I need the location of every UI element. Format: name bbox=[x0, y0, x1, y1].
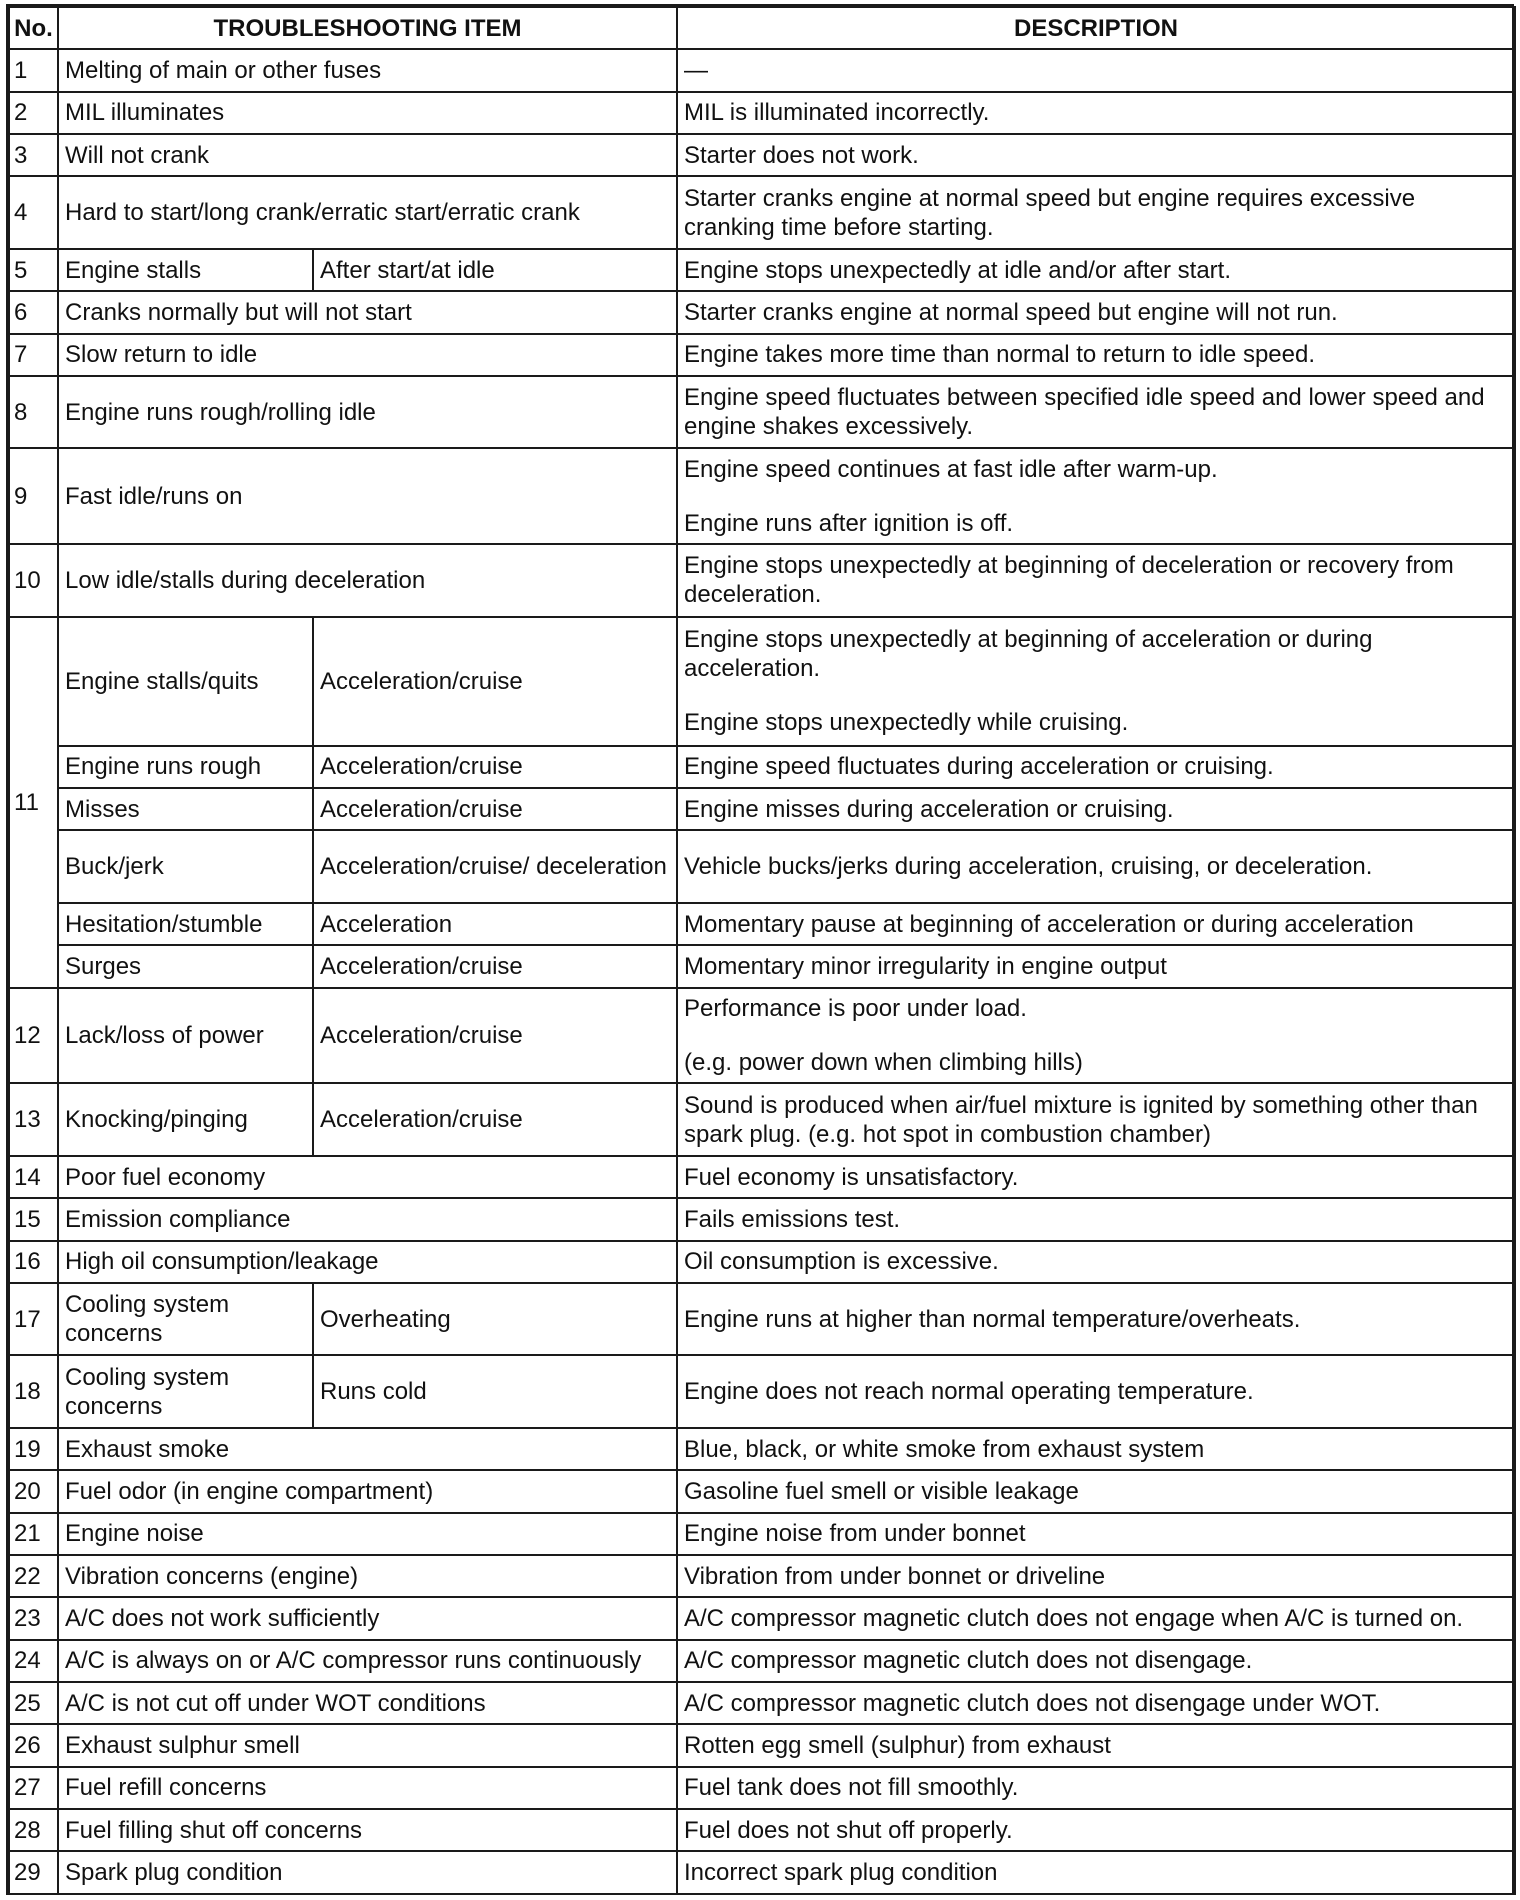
table-row bbox=[9, 92, 1515, 134]
table-row bbox=[9, 746, 1515, 788]
description bbox=[677, 49, 1515, 91]
description bbox=[677, 544, 1515, 617]
row-number: 1 bbox=[9, 49, 58, 91]
table-row bbox=[9, 334, 1515, 376]
troubleshooting-item: Engine noise bbox=[58, 1513, 677, 1555]
header-row bbox=[9, 7, 1515, 49]
description bbox=[677, 448, 1515, 544]
troubleshooting-item: Surges bbox=[58, 945, 313, 987]
troubleshooting-item: Cranks normally but will not start bbox=[58, 291, 677, 333]
description-text: A/C compressor magnetic clutch does not disengage. bbox=[684, 1647, 1253, 1675]
troubleshooting-item: Fuel refill concerns bbox=[58, 1767, 677, 1809]
table-row bbox=[9, 1767, 1515, 1809]
row-number: 24 bbox=[9, 1640, 58, 1682]
troubleshooting-item: MIL illuminates bbox=[58, 92, 677, 134]
description-text: — bbox=[684, 56, 708, 84]
troubleshooting-item: Vibration concerns (engine) bbox=[58, 1555, 677, 1597]
table-row bbox=[9, 1470, 1515, 1512]
item-condition: Acceleration bbox=[313, 903, 677, 945]
troubleshooting-item: Fast idle/runs on bbox=[58, 448, 677, 544]
item-condition: Runs cold bbox=[313, 1355, 677, 1428]
table-row bbox=[9, 1682, 1515, 1724]
description-text: Gasoline fuel smell or visible leakage bbox=[684, 1478, 1079, 1506]
troubleshooting-item: Misses bbox=[58, 788, 313, 830]
description bbox=[677, 1809, 1515, 1851]
troubleshooting-item: Buck/jerk bbox=[58, 830, 313, 903]
troubleshooting-item: Knocking/pinging bbox=[58, 1083, 313, 1156]
row-number: 12 bbox=[9, 988, 58, 1084]
description-text: Momentary pause at beginning of acceleration or during acceleration bbox=[684, 910, 1414, 938]
item-condition: After start/at idle bbox=[313, 249, 677, 291]
troubleshooting-item: Will not crank bbox=[58, 134, 677, 176]
description-text: Engine stops unexpectedly while cruising. bbox=[684, 709, 1129, 737]
troubleshooting-item: Engine stalls bbox=[58, 249, 313, 291]
troubleshooting-item: Engine stalls/quits bbox=[58, 617, 313, 746]
description-text: Oil consumption is excessive. bbox=[684, 1248, 999, 1276]
description-text: Starter cranks engine at normal speed but engine will not run. bbox=[684, 298, 1338, 326]
description-text: A/C compressor magnetic clutch does not disengage under WOT. bbox=[684, 1689, 1381, 1717]
description bbox=[677, 788, 1515, 830]
table-row bbox=[9, 1156, 1515, 1198]
troubleshooting-item: High oil consumption/leakage bbox=[58, 1241, 677, 1283]
troubleshooting-item: Spark plug condition bbox=[58, 1851, 677, 1894]
description-text: Starter does not work. bbox=[684, 141, 919, 169]
description-text: Engine runs after ignition is off. bbox=[684, 509, 1014, 537]
row-number: 10 bbox=[9, 544, 58, 617]
item-condition: Acceleration/cruise bbox=[313, 617, 677, 746]
table-row bbox=[9, 448, 1515, 544]
description bbox=[677, 1283, 1515, 1356]
description-text: Rotten egg smell (sulphur) from exhaust bbox=[684, 1732, 1111, 1759]
description-text: Engine stops unexpectedly at idle and/or after start. bbox=[684, 256, 1231, 284]
description-text: Engine noise from under bonnet bbox=[684, 1520, 1026, 1548]
troubleshooting-item: Cooling system concerns bbox=[58, 1283, 313, 1356]
description-text: A/C compressor magnetic clutch does not engage when A/C is turned on. bbox=[684, 1605, 1464, 1633]
row-number: 14 bbox=[9, 1156, 58, 1198]
troubleshooting-item: Low idle/stalls during deceleration bbox=[58, 544, 677, 617]
description bbox=[677, 249, 1515, 291]
description bbox=[677, 830, 1515, 903]
troubleshooting-item: Melting of main or other fuses bbox=[58, 49, 677, 91]
table-row bbox=[9, 1597, 1515, 1639]
troubleshooting-item: Engine runs rough/rolling idle bbox=[58, 376, 677, 449]
table-row bbox=[9, 788, 1515, 830]
description bbox=[677, 376, 1515, 449]
header-description: DESCRIPTION bbox=[677, 7, 1515, 49]
row-number: 26 bbox=[9, 1724, 58, 1766]
row-number: 17 bbox=[9, 1283, 58, 1356]
description bbox=[677, 176, 1515, 249]
table-row bbox=[9, 988, 1515, 1084]
description bbox=[677, 134, 1515, 176]
description bbox=[677, 1156, 1515, 1198]
description bbox=[677, 988, 1515, 1084]
item-condition: Acceleration/cruise bbox=[313, 988, 677, 1084]
table-row bbox=[9, 544, 1515, 617]
description bbox=[677, 1083, 1515, 1156]
description-text: Incorrect spark plug condition bbox=[684, 1859, 998, 1887]
table-row bbox=[9, 1355, 1515, 1428]
description-text: MIL is illuminated incorrectly. bbox=[684, 99, 990, 127]
description bbox=[677, 291, 1515, 333]
item-condition: Acceleration/cruise bbox=[313, 788, 677, 830]
row-number: 29 bbox=[9, 1851, 58, 1894]
row-number: 6 bbox=[9, 291, 58, 333]
troubleshooting-item: Exhaust smoke bbox=[58, 1428, 677, 1470]
troubleshooting-item: Fuel filling shut off concerns bbox=[58, 1809, 677, 1851]
troubleshooting-item: Poor fuel economy bbox=[58, 1156, 677, 1198]
troubleshooting-item: Hesitation/stumble bbox=[58, 903, 313, 945]
description bbox=[677, 746, 1515, 788]
description bbox=[677, 1851, 1515, 1894]
item-condition: Acceleration/cruise bbox=[313, 945, 677, 987]
row-number: 5 bbox=[9, 249, 58, 291]
description-text: Fuel economy is unsatisfactory. bbox=[684, 1163, 1019, 1191]
troubleshooting-item: Exhaust sulphur smell bbox=[58, 1724, 677, 1766]
description-text: Fuel tank does not fill smoothly. bbox=[684, 1774, 1019, 1802]
table-row bbox=[9, 617, 1515, 746]
header-troubleshooting-item: TROUBLESHOOTING ITEM bbox=[58, 7, 677, 49]
description-text: Momentary minor irregularity in engine output bbox=[684, 952, 1167, 980]
row-number: 13 bbox=[9, 1083, 58, 1156]
description-text: Engine stops unexpectedly at beginning of deceleration or recovery from deceleration. bbox=[684, 552, 1454, 609]
row-number: 2 bbox=[9, 92, 58, 134]
description-text: Blue, black, or white smoke from exhaust system bbox=[684, 1435, 1205, 1463]
table-row bbox=[9, 249, 1515, 291]
troubleshooting-item: A/C is always on or A/C compressor runs continuously bbox=[58, 1640, 677, 1682]
row-number: 9 bbox=[9, 448, 58, 544]
row-number: 21 bbox=[9, 1513, 58, 1555]
troubleshooting-item: Hard to start/long crank/erratic start/erratic crank bbox=[58, 176, 677, 249]
row-number: 11 bbox=[9, 617, 58, 988]
troubleshooting-item: A/C is not cut off under WOT conditions bbox=[58, 1682, 677, 1724]
description bbox=[677, 1597, 1515, 1639]
description bbox=[677, 1355, 1515, 1428]
description bbox=[677, 1513, 1515, 1555]
table-row bbox=[9, 291, 1515, 333]
table-row bbox=[9, 1513, 1515, 1555]
troubleshooting-item: Cooling system concerns bbox=[58, 1355, 313, 1428]
row-number: 18 bbox=[9, 1355, 58, 1428]
description bbox=[677, 945, 1515, 987]
row-number: 7 bbox=[9, 334, 58, 376]
description-text: Engine speed continues at fast idle after warm-up. bbox=[684, 455, 1218, 483]
table-row bbox=[9, 1640, 1515, 1682]
row-number: 23 bbox=[9, 1597, 58, 1639]
row-number: 15 bbox=[9, 1198, 58, 1240]
item-condition: Overheating bbox=[313, 1283, 677, 1356]
description-text: Engine speed fluctuates between specified idle speed and lower speed and engine shakes excessively. bbox=[684, 384, 1485, 441]
row-number: 22 bbox=[9, 1555, 58, 1597]
header-no: No. bbox=[9, 7, 58, 49]
description bbox=[677, 1555, 1515, 1597]
item-condition: Acceleration/cruise bbox=[313, 746, 677, 788]
description bbox=[677, 1470, 1515, 1512]
description-text: Starter cranks engine at normal speed but engine requires excessive cranking time before starting. bbox=[684, 184, 1416, 241]
table-row bbox=[9, 1083, 1515, 1156]
description bbox=[677, 617, 1515, 746]
item-condition: Acceleration/cruise/ deceleration bbox=[313, 830, 677, 903]
table-row bbox=[9, 1283, 1515, 1356]
troubleshooting-item: Fuel odor (in engine compartment) bbox=[58, 1470, 677, 1512]
row-number: 4 bbox=[9, 176, 58, 249]
row-number: 19 bbox=[9, 1428, 58, 1470]
troubleshooting-table bbox=[8, 6, 1516, 1895]
description-text: (e.g. power down when climbing hills) bbox=[684, 1049, 1083, 1076]
row-number: 8 bbox=[9, 376, 58, 449]
troubleshooting-item: A/C does not work sufficiently bbox=[58, 1597, 677, 1639]
table-row bbox=[9, 1851, 1515, 1894]
table-row bbox=[9, 1241, 1515, 1283]
description-text: Engine speed fluctuates during acceleration or cruising. bbox=[684, 753, 1274, 781]
table-row bbox=[9, 49, 1515, 91]
description bbox=[677, 1198, 1515, 1240]
troubleshooting-item: Engine runs rough bbox=[58, 746, 313, 788]
table-row bbox=[9, 1555, 1515, 1597]
description-text: Sound is produced when air/fuel mixture is ignited by something other than spark plug. (e.g. hot spot in combustion chamber) bbox=[684, 1091, 1478, 1148]
troubleshooting-item: Lack/loss of power bbox=[58, 988, 313, 1084]
description bbox=[677, 1640, 1515, 1682]
description bbox=[677, 1682, 1515, 1724]
description-text: Vibration from under bonnet or driveline bbox=[684, 1562, 1106, 1590]
description bbox=[677, 92, 1515, 134]
description bbox=[677, 1767, 1515, 1809]
description-text: Performance is poor under load. bbox=[684, 995, 1027, 1022]
table-row bbox=[9, 134, 1515, 176]
row-number: 3 bbox=[9, 134, 58, 176]
row-number: 20 bbox=[9, 1470, 58, 1512]
description-text: Engine does not reach normal operating temperature. bbox=[684, 1378, 1254, 1406]
table-row bbox=[9, 376, 1515, 449]
description bbox=[677, 334, 1515, 376]
table-row bbox=[9, 1724, 1515, 1766]
description bbox=[677, 1428, 1515, 1470]
table-row bbox=[9, 1809, 1515, 1851]
description bbox=[677, 1241, 1515, 1283]
description bbox=[677, 1724, 1515, 1766]
troubleshooting-item: Emission compliance bbox=[58, 1198, 677, 1240]
row-number: 25 bbox=[9, 1682, 58, 1724]
row-number: 27 bbox=[9, 1767, 58, 1809]
description-text: Vehicle bucks/jerks during acceleration, cruising, or deceleration. bbox=[684, 853, 1373, 881]
description-text: Engine stops unexpectedly at beginning of acceleration or during acceleration. bbox=[684, 626, 1373, 683]
description-text: Engine runs at higher than normal temperature/overheats. bbox=[684, 1305, 1301, 1333]
table-row bbox=[9, 176, 1515, 249]
table-row bbox=[9, 1198, 1515, 1240]
table-row bbox=[9, 945, 1515, 987]
table-row bbox=[9, 830, 1515, 903]
description bbox=[677, 903, 1515, 945]
row-number: 16 bbox=[9, 1241, 58, 1283]
item-condition: Acceleration/cruise bbox=[313, 1083, 677, 1156]
description-text: Fuel does not shut off properly. bbox=[684, 1816, 1013, 1844]
table-row bbox=[9, 903, 1515, 945]
troubleshooting-item: Slow return to idle bbox=[58, 334, 677, 376]
description-text: Fails emissions test. bbox=[684, 1205, 901, 1233]
table-row bbox=[9, 1428, 1515, 1470]
description-text: Engine takes more time than normal to return to idle speed. bbox=[684, 341, 1316, 369]
description-text: Engine misses during acceleration or cruising. bbox=[684, 795, 1174, 823]
row-number: 28 bbox=[9, 1809, 58, 1851]
